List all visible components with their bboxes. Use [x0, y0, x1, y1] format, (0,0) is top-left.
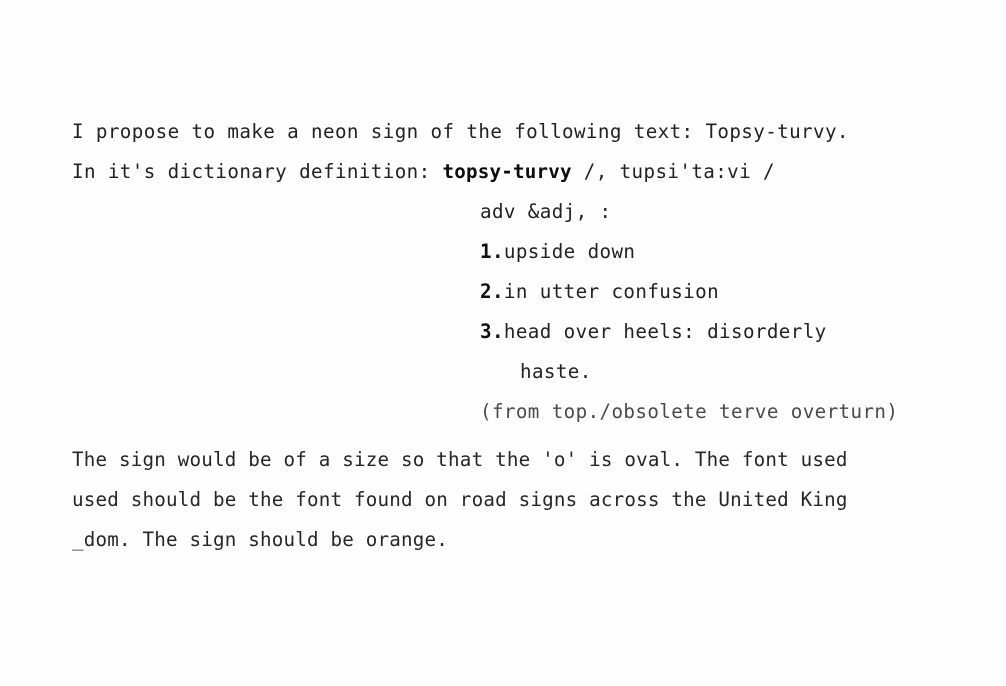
- sense-line-1: [72, 232, 962, 272]
- sense-line-3: [72, 312, 962, 352]
- intro-line-2: [72, 152, 962, 192]
- definition-lead-in: In it's dictionary definition:: [72, 160, 443, 183]
- typescript-body: [72, 112, 962, 432]
- closing-line-2: used should be the font found on road signs across the United King: [72, 488, 848, 511]
- sense-text-1: upside down: [503, 240, 636, 263]
- closing-paragraph: [72, 440, 972, 560]
- closing-line-3: _dom. The sign should be orange.: [72, 528, 449, 551]
- phonetic-transcription: /, tupsi'ta:vi /: [571, 160, 775, 183]
- sense-number-2: 2.: [480, 280, 504, 303]
- headword: topsy-turvy: [442, 160, 572, 183]
- part-of-speech-line: adv &adj, :: [480, 200, 612, 223]
- intro-line-1: I propose to make a neon sign of the following text: Topsy-turvy.: [72, 120, 849, 143]
- sense-line-2: [72, 272, 962, 312]
- sense-continuation-line: haste.: [520, 360, 592, 383]
- closing-line-1: The sign would be of a size so that the 'o' is oval. The font used: [72, 448, 848, 471]
- sense-number-3: 3.: [480, 320, 504, 343]
- sense-number-1: 1.: [480, 240, 504, 263]
- sense-text-3: head over heels: disorderly: [503, 320, 827, 343]
- etymology-line: (from top./obsolete terve overturn): [480, 400, 899, 423]
- sense-text-2: in utter confusion: [503, 280, 720, 303]
